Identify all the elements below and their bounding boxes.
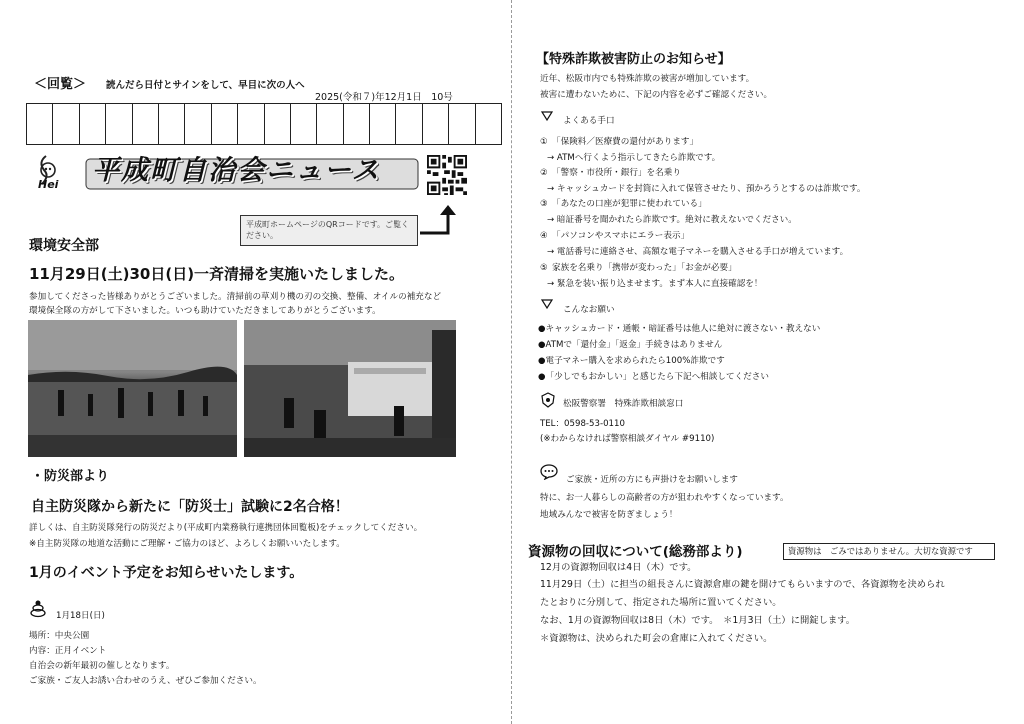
bosai-body-line-2: ※自主防災隊の地道な活動にご理解・ご協力のほど、よろしくお願いいたします。 bbox=[29, 539, 345, 549]
kagami-mochi-icon bbox=[30, 598, 46, 618]
recycle-line-2: 11月29日（土）に担当の組長さんに資源倉庫の鍵を開けてもらいますので、各資源物を決められ bbox=[540, 579, 945, 590]
request-2: ●ATMで「還付金」「返金」手続きはありません bbox=[538, 340, 723, 350]
qr-code-note: 平成町ホームページのQRコードです。ご覧ください。 bbox=[240, 215, 418, 246]
trick-2-result: → キャッシュカードを封筒に入れて保管させたり、預かろうとするのは詐欺です。 bbox=[547, 184, 866, 194]
event-date: 1月18日(日) bbox=[56, 611, 105, 621]
env-body-line-2: 環境保全隊の方がして下さいました。いつも助けていただきましてありがとうございます。 bbox=[29, 306, 381, 316]
trick-5-result: → 緊急を装い振り込ませます。まず本人に直接確認を！ bbox=[547, 279, 763, 289]
newsletter-title: 平成町自治会ニュース bbox=[92, 155, 381, 186]
recycle-line-3: たとおりに分別して、指定された場所に置いてください。 bbox=[540, 597, 782, 608]
fraud-intro-line-1: 近年、松阪市内でも特殊詐欺の被害が増加しています。 bbox=[540, 74, 755, 84]
speech-bubble-icon bbox=[540, 464, 558, 480]
trick-1-case: 「保険料／医療費の還付があります」 bbox=[552, 137, 699, 147]
recycle-heading: 資源物の回収について(総務部より) bbox=[528, 544, 743, 560]
trick-1-result: → ATMへ行くよう指示してきたら詐欺です。 bbox=[547, 153, 721, 163]
event-heading: 1月のイベント予定をお知らせいたします。 bbox=[29, 565, 304, 581]
qr-code-icon bbox=[427, 155, 467, 195]
trick-4-result: → 電話番号に連絡させ、高額な電子マネーを購入させる手口が増えています。 bbox=[547, 247, 849, 257]
event-line-4: ご家族・ご友人お誘い合わせのうえ、ぜひご参加ください。 bbox=[29, 676, 262, 686]
fraud-heading: 【特殊詐欺被害防止のお知らせ】 bbox=[536, 52, 731, 67]
issue-date: 2025(令和７)年12月1日 10号 bbox=[315, 92, 453, 103]
trick-5-case: 家族を名乗り「携帯が変わった」「お金が必要」 bbox=[552, 263, 737, 273]
recycle-line-4: なお、1月の資源物回収は8日（木）です。 ＊1月3日（土）に開錠します。 bbox=[540, 615, 856, 626]
police-badge-icon bbox=[541, 392, 555, 408]
triangle-marker-icon bbox=[541, 298, 553, 310]
bosai-headline: 自主防災隊から新たに「防災士」試験に2名合格！ bbox=[31, 499, 349, 515]
neighbor-line-3: 地域みんなで被害を防ぎましょう！ bbox=[540, 510, 678, 520]
trick-1-num: ① bbox=[540, 137, 548, 147]
fraud-intro-line-2: 被害に遭わないために、下記の内容を必ずご確認ください。 bbox=[540, 90, 773, 100]
event-line-3: 自治会の新年最初の催しとなります。 bbox=[29, 661, 175, 671]
trick-3-case: 「あなたの口座が犯罪に使われている」 bbox=[552, 199, 707, 209]
trick-2-num: ② bbox=[540, 168, 548, 178]
cleanup-photo-2 bbox=[244, 320, 456, 457]
police-tel: TEL：0598-53-0110 bbox=[540, 419, 625, 429]
tricks-heading: よくある手口 bbox=[563, 116, 615, 126]
neighbor-line-2: 特に、お一人暮らしの高齢者の方が狙われやすくなっています。 bbox=[540, 493, 789, 503]
sign-grid bbox=[26, 103, 502, 145]
trick-4-num: ④ bbox=[540, 231, 548, 241]
arrow-up-icon bbox=[418, 203, 460, 239]
env-body-line-1: 参加してくださった皆様ありがとうございました。清掃前の草刈り機の刃の交換、整備、オイルの補充など bbox=[29, 292, 442, 302]
trick-5-num: ⑤ bbox=[540, 263, 548, 273]
request-3: ●電子マネー購入を求められたら100%詐欺です bbox=[538, 356, 725, 366]
circulation-label: ＜回覧＞ bbox=[34, 77, 87, 92]
env-heading: 環境安全部 bbox=[29, 238, 99, 254]
recycle-line-1: 12月の資源物回収は4日（木）です。 bbox=[540, 562, 697, 573]
recycle-note-box: 資源物は ごみではありません。大切な資源です bbox=[783, 543, 995, 560]
event-line-1: 場所：中央公園 bbox=[29, 631, 90, 641]
trick-3-num: ③ bbox=[540, 199, 548, 209]
neighbor-line-1: ご家族・近所の方にも声掛けをお願いします bbox=[566, 475, 738, 485]
circulation-note: 読んだら日付とサインをして、早目に次の人へ bbox=[106, 80, 305, 91]
mascot-text: Hei bbox=[38, 178, 59, 191]
env-headline: 11月29日(土)30日(日)一斉清掃を実施いたしました。 bbox=[29, 265, 405, 283]
trick-3-result: → 暗証番号を聞かれたら詐欺です。絶対に教えないでください。 bbox=[547, 215, 797, 225]
recycle-line-5: ＊資源物は、決められた町会の倉庫に入れてください。 bbox=[540, 633, 773, 644]
request-4: ●「少しでもおかしい」と感じたら下記へ相談してください bbox=[538, 372, 769, 382]
requests-heading: こんなお願い bbox=[563, 305, 615, 315]
triangle-marker-icon bbox=[541, 110, 553, 122]
trick-4-case: 「パソコンやスマホにエラー表示」 bbox=[552, 231, 690, 241]
bosai-heading: ・防災部より bbox=[31, 469, 110, 484]
event-line-2: 内容：正月イベント bbox=[29, 646, 107, 656]
police-name: 松阪警察署 特殊詐欺相談窓口 bbox=[563, 399, 684, 409]
page-fold-line bbox=[511, 0, 512, 724]
police-tel-note: (※わからなければ警察相談ダイヤル #9110) bbox=[540, 434, 715, 444]
bosai-body-line-1: 詳しくは、自主防災隊発行の防災だより(平成町内業務執行連携団体回覧板)をチェックしてください。 bbox=[29, 523, 423, 533]
trick-2-case: 「警察・市役所・銀行」を名乗り bbox=[552, 168, 681, 178]
request-1: ●キャッシュカード・通帳・暗証番号は他人に絶対に渡さない・教えない bbox=[538, 324, 821, 334]
cleanup-photo-1 bbox=[28, 320, 237, 457]
